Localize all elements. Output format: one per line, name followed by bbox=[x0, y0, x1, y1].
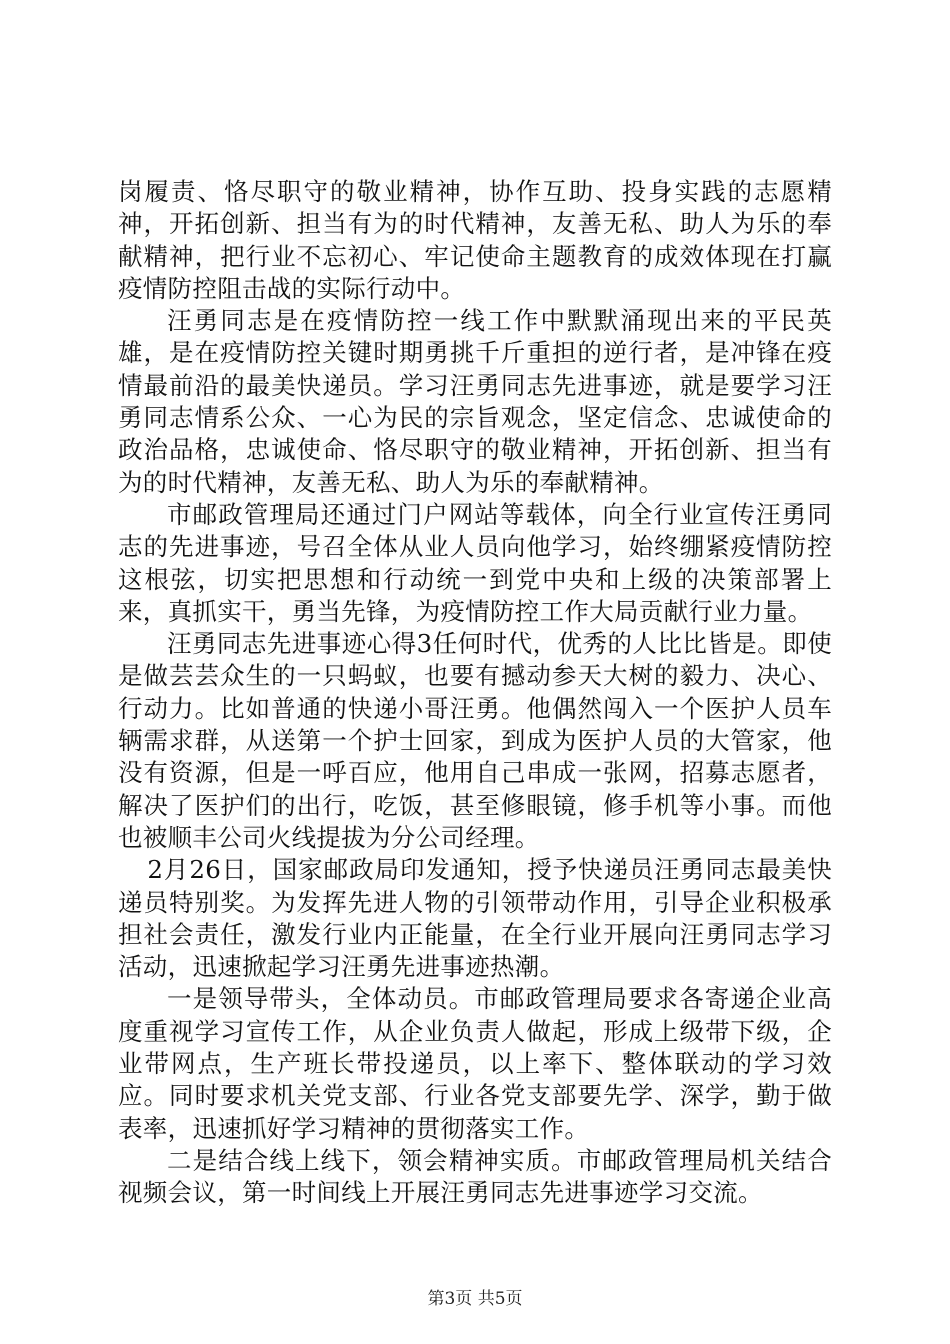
paragraph-6: 一是领导带头，全体动员。市邮政管理局要求各寄递企业高度重视学习宣传工作，从企业负责人做起，形成上级带下级，企业带网点，生产班长带投递员，以上率下、整体联动的学习效应。同时要求机关党支部、行业各党支部要先学、深学，勤于做表率，迅速抓好学习精神的贯彻落实工作。 bbox=[118, 984, 832, 1143]
paragraph-4: 汪勇同志先进事迹心得3任何时代，优秀的人比比皆是。即使是做芸芸众生的一只蚂蚁，也要有撼动参天大树的毅力、决心、行动力。比如普通的快递小哥汪勇。他偶然闯入一个医护人员车辆需求群，从送第一个护士回家，到成为医护人员的大管家，他没有资源，但是一呼百应，他用自己串成一张网，招募志愿者，解决了医护们的出行，吃饭，甚至修眼镜，修手机等小事。而他也被顺丰公司火线提拔为分公司经理。 bbox=[118, 629, 832, 852]
document-body bbox=[118, 176, 832, 1210]
paragraph-5: 2月26日，国家邮政局印发通知，授予快递员汪勇同志最美快递员特别奖。为发挥先进人物的引领带动作用，引导企业积极承担社会责任，激发行业内正能量，在全行业开展向汪勇同志学习活动，迅速掀起学习汪勇先进事迹热潮。 bbox=[118, 855, 832, 982]
page-number-footer: 第3页 共5页 bbox=[427, 1289, 523, 1309]
paragraph-2: 汪勇同志是在疫情防控一线工作中默默涌现出来的平民英雄，是在疫情防控关键时期勇挑千斤重担的逆行者，是冲锋在疫情最前沿的最美快递员。学习汪勇同志先进事迹，就是要学习汪勇同志情系公众、一心为民的宗旨观念，坚定信念、忠诚使命的政治品格，忠诚使命、恪尽职守的敬业精神，开拓创新、担当有为的时代精神，友善无私、助人为乐的奉献精神。 bbox=[118, 306, 832, 497]
paragraph-7: 二是结合线上线下，领会精神实质。市邮政管理局机关结合视频会议，第一时间线上开展汪勇同志先进事迹学习交流。 bbox=[118, 1145, 832, 1208]
paragraph-1: 岗履责、恪尽职守的敬业精神，协作互助、投身实践的志愿精神，开拓创新、担当有为的时代精神，友善无私、助人为乐的奉献精神，把行业不忘初心、牢记使命主题教育的成效体现在打赢疫情防控阻击战的实际行动中。 bbox=[118, 177, 832, 303]
paragraph-3: 市邮政管理局还通过门户网站等载体，向全行业宣传汪勇同志的先进事迹，号召全体从业人员向他学习，始终绷紧疫情防控这根弦，切实把思想和行动统一到党中央和上级的决策部署上来，真抓实干，勇当先锋，为疫情防控工作大局贡献行业力量。 bbox=[118, 499, 832, 626]
